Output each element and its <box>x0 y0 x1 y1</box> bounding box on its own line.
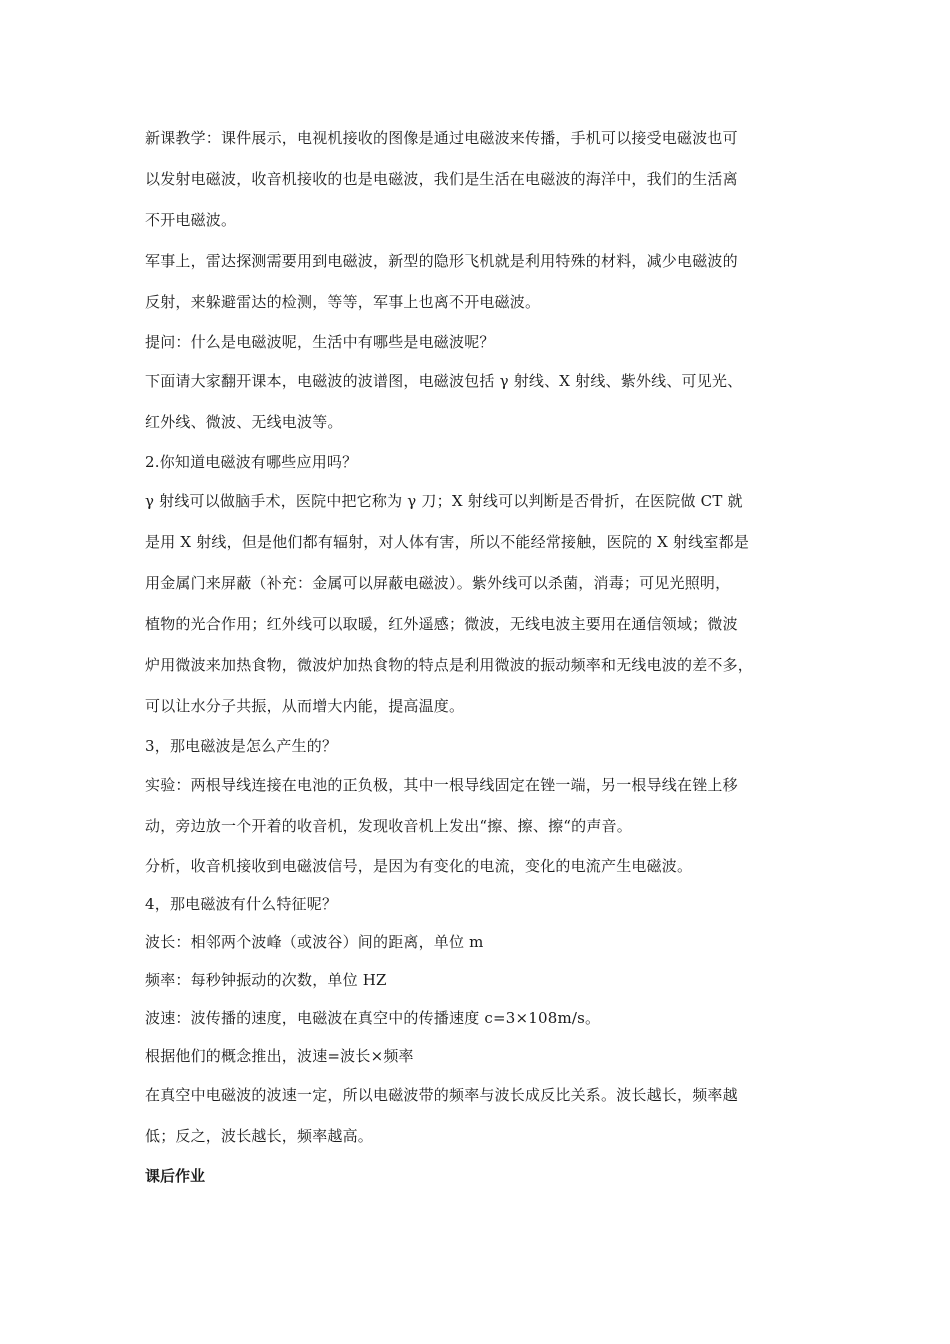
document-body <box>145 118 810 1195</box>
text-line: 波长：相邻两个波峰（或波谷）间的距离，单位 m <box>145 933 484 951</box>
text-line: 反射，来躲避雷达的检测，等等，军事上也离不开电磁波。 <box>145 293 541 311</box>
paragraph-question <box>145 323 810 361</box>
text-line: 根据他们的概念推出，波速=波长×频率 <box>145 1047 414 1065</box>
text-line: 提问：什么是电磁波呢，生活中有哪些是电磁波呢？ <box>145 333 495 351</box>
paragraph-frequency <box>145 961 810 999</box>
text-line: 不开电磁波。 <box>145 211 237 229</box>
paragraph-q2 <box>145 443 810 481</box>
text-line: 分析，收音机接收到电磁波信号，是因为有变化的电流，变化的电流产生电磁波。 <box>145 857 693 875</box>
text-line: 下面请大家翻开课本，电磁波的波谱图，电磁波包括 γ 射线、X 射线、紫外线、可见光、 <box>145 372 743 390</box>
text-line: 2.你知道电磁波有哪些应用吗？ <box>145 453 358 471</box>
text-line: 实验：两根导线连接在电池的正负极，其中一根导线固定在锉一端，另一根导线在锉上移 <box>145 776 738 794</box>
paragraph-relation <box>145 1075 810 1157</box>
section-heading-homework: 课后作业 <box>145 1167 206 1185</box>
text-line: 红外线、微波、无线电波等。 <box>145 413 343 431</box>
text-line: 用金属门来屏蔽（补充：金属可以屏蔽电磁波）。紫外线可以杀菌，消毒；可见光照明， <box>145 574 731 592</box>
paragraph-spectrum <box>145 361 810 443</box>
paragraph-wave-speed <box>145 999 810 1037</box>
text-line: 可以让水分子共振，从而增大内能，提高温度。 <box>145 697 465 715</box>
text-line: 低；反之，波长越长，频率越高。 <box>145 1127 374 1145</box>
paragraph-formula <box>145 1037 810 1075</box>
text-line: 频率：每秒钟振动的次数，单位 HZ <box>145 971 387 989</box>
text-line: 军事上，雷达探测需要用到电磁波，新型的隐形飞机就是利用特殊的材料，减少电磁波的 <box>145 252 738 270</box>
text-line: γ 射线可以做脑手术，医院中把它称为 γ 刀；X 射线可以判断是否骨折，在医院做 CT 就 <box>145 492 743 510</box>
text-line: 植物的光合作用；红外线可以取暖，红外遥感；微波，无线电波主要用在通信领域；微波 <box>145 615 738 633</box>
text-line: 在真空中电磁波的波速一定，所以电磁波带的频率与波长成反比关系。波长越长，频率越 <box>145 1086 738 1104</box>
text-line: 是用 X 射线，但是他们都有辐射，对人体有害，所以不能经常接触，医院的 X 射线室都是 <box>145 533 750 551</box>
paragraph-intro <box>145 118 810 241</box>
paragraph-q4 <box>145 885 810 923</box>
text-line: 新课教学：课件展示，电视机接收的图像是通过电磁波来传播，手机可以接受电磁波也可 <box>145 129 738 147</box>
paragraph-wavelength <box>145 923 810 961</box>
text-line: 4，那电磁波有什么特征呢？ <box>145 895 338 913</box>
text-line: 炉用微波来加热食物，微波炉加热食物的特点是利用微波的振动频率和无线电波的差不多， <box>145 656 754 674</box>
text-line: 3，那电磁波是怎么产生的？ <box>145 737 338 755</box>
paragraph-q3 <box>145 727 810 765</box>
text-line: 波速：波传播的速度，电磁波在真空中的传播速度 c=3×108m/s。 <box>145 1009 601 1027</box>
paragraph-military <box>145 241 810 323</box>
paragraph-experiment <box>145 765 810 847</box>
text-line: 以发射电磁波，收音机接收的也是电磁波，我们是生活在电磁波的海洋中，我们的生活离 <box>145 170 738 188</box>
paragraph-analysis <box>145 847 810 885</box>
paragraph-applications <box>145 481 810 727</box>
text-line: 动，旁边放一个开着的收音机，发现收音机上发出“擦、擦、擦“的声音。 <box>145 817 632 835</box>
